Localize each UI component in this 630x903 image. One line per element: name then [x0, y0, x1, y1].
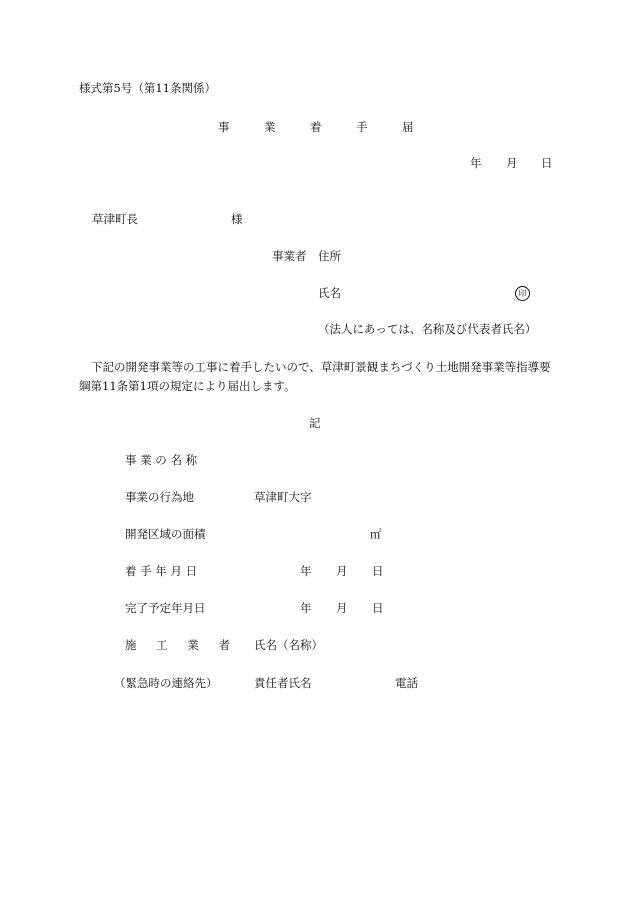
title-char: 届	[402, 120, 414, 134]
emergency-contact-label: （緊急時の連絡先）	[114, 676, 218, 690]
contractor-name-label: 氏名（名称）	[254, 638, 323, 652]
corporate-note: （法人にあっては、名称及び代表者氏名）	[318, 322, 537, 336]
date-year: 年	[470, 156, 482, 170]
end-month: 月	[336, 601, 348, 615]
seal-icon: 印	[515, 286, 530, 301]
location-value: 草津町大字	[254, 490, 312, 504]
start-date-label: 着 手 年 月 日	[125, 564, 198, 578]
person-in-charge-label: 責任者氏名	[254, 676, 312, 690]
addressee-honorific: 様	[231, 212, 243, 226]
document-title	[0, 120, 630, 134]
applicant-name-label: 氏名	[318, 286, 341, 300]
form-number: 様式第5号（第11条関係）	[79, 81, 216, 95]
date-day: 日	[541, 156, 553, 170]
start-month: 月	[336, 564, 348, 578]
body-paragraph: 下記の開発事業等の工事に着手したいので、草津町景観まちづくり土地開発事業等指導要綱第11条第1項の規定により届出します。	[79, 360, 551, 393]
title-char: 事	[218, 120, 230, 134]
end-year: 年	[300, 601, 312, 615]
seal-mark	[515, 285, 530, 301]
phone-label: 電話	[395, 676, 418, 690]
date-month: 月	[506, 156, 518, 170]
location-label: 事業の行為地	[125, 490, 194, 504]
end-date-label: 完了予定年月日	[125, 601, 206, 615]
end-day: 日	[372, 601, 384, 615]
addressee-name: 草津町長	[92, 212, 138, 226]
start-year: 年	[300, 564, 312, 578]
applicant-label: 事業者	[272, 249, 307, 263]
title-char: 着	[310, 120, 322, 134]
area-label: 開発区域の面積	[125, 527, 206, 541]
title-char: 手	[356, 120, 368, 134]
project-name-label: 事 業 の 名 称	[125, 453, 198, 467]
ki-heading: 記	[309, 416, 321, 430]
start-day: 日	[372, 564, 384, 578]
title-char: 業	[264, 120, 276, 134]
applicant-address-label: 住所	[318, 249, 341, 263]
area-unit: ㎡	[370, 527, 382, 541]
contractor-label: 施 工 業 者	[125, 638, 238, 652]
